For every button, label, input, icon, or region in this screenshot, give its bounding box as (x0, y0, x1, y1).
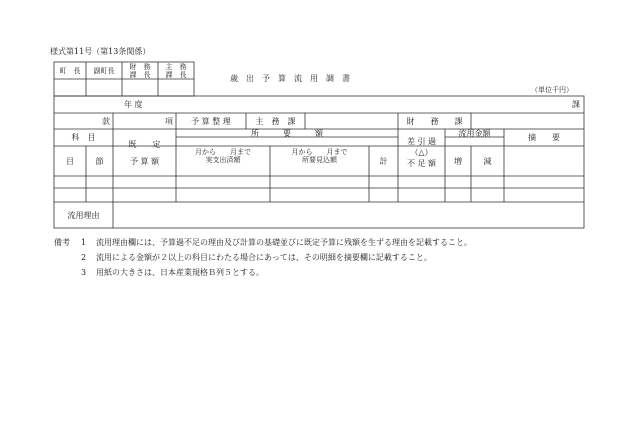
required-amount-header: 所 要 額 (251, 128, 323, 138)
responsible-dept-label: 主 務 課 (255, 116, 296, 126)
increase-header: 増 (454, 156, 462, 166)
expected-required-header: 月から 月まで 所要見込額 (291, 148, 348, 164)
section-label: 課 (572, 100, 580, 109)
approval-finance-chief: 財 務 課 長 (129, 62, 151, 79)
kamoku-header: 科 目 (71, 133, 96, 142)
existing-budget-header: 既 定 予 算 額 (128, 139, 161, 166)
approval-vice-mayor: 副町長 (93, 66, 115, 75)
unit-label: （単位千円） (531, 86, 573, 94)
transfer-reason-label: 流用理由 (67, 210, 100, 220)
kan-label: 款 (102, 117, 110, 126)
notes-label: 備考 (54, 238, 70, 247)
form-number: 様式第11号（第13条関係） (50, 47, 151, 56)
note-2-number: 2 (81, 253, 87, 262)
total-header: 計 (379, 156, 388, 166)
note-1-text: 流用理由欄には、予算過不足の理由及び計算の基礎並びに既定予算に残額を生ずる理由を記載すること。 (96, 238, 472, 247)
form-title: 歳 出 予 算 流 用 調 書 (230, 74, 350, 83)
decrease-header: 減 (483, 156, 492, 166)
finance-dept-label: 財 務 課 (406, 116, 463, 126)
transfer-amount-header: 流用金額 (458, 128, 491, 138)
note-3-text: 用紙の大きさは、日本産業規格Ｂ列５とする。 (96, 268, 264, 277)
approval-mayor: 町 長 (59, 66, 81, 75)
approval-section-chief: 主 務 課 長 (165, 62, 187, 79)
budget-adjustment-label: 予 算 整 理 (191, 116, 231, 126)
surplus-deficit-header: 差 引 過 （△） 不 足 額 (406, 137, 437, 168)
fiscal-year-label: 年 度 (124, 100, 143, 109)
remarks-header: 摘 要 (528, 133, 560, 142)
note-2-text: 流用による金額が２以上の科目にわたる場合にあっては、その明細を摘要欄に記載すること。 (96, 253, 432, 262)
note-3-number: 3 (81, 268, 87, 277)
actual-expenditure-header: 月から 月まで 実支出済額 (195, 148, 251, 164)
setsu-header: 節 (95, 156, 104, 166)
note-1-number: 1 (81, 238, 87, 247)
moku-header: 目 (66, 156, 74, 166)
kou-label: 項 (165, 117, 173, 126)
